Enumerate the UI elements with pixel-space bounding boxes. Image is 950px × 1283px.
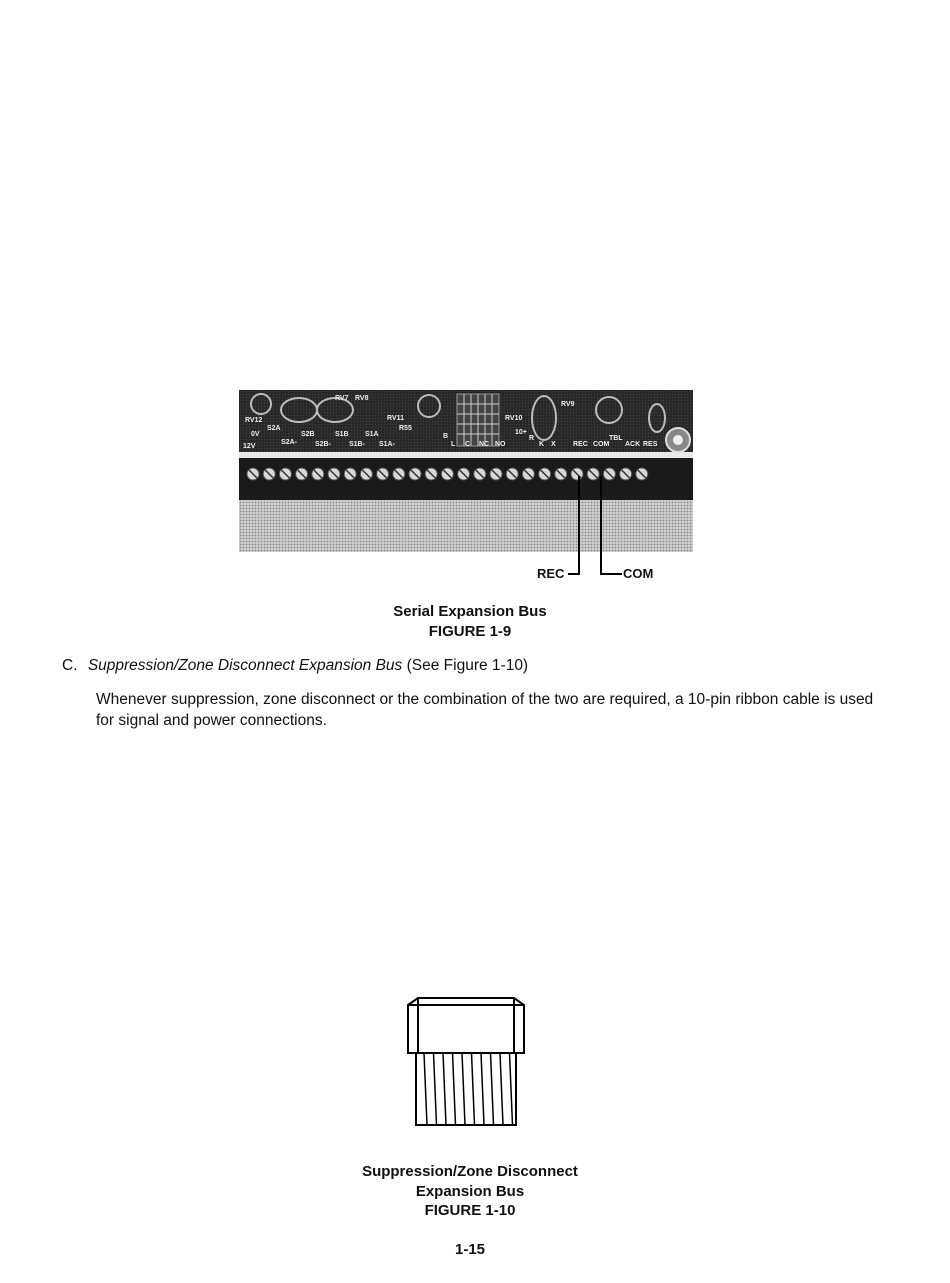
board-label: C (465, 441, 471, 448)
serial-bus-board-photo (239, 390, 693, 552)
board-label: RV7 (335, 395, 349, 402)
figure-1-10-caption-number: FIGURE 1-10 (424, 1202, 516, 1219)
board-label: L (451, 441, 456, 448)
board-label: S2B (301, 431, 315, 438)
figure-1-9-caption-number: FIGURE 1-9 (428, 623, 512, 640)
board-label: RV11 (387, 415, 404, 422)
board-label: S2A- (281, 439, 297, 446)
board-label: S1A (365, 431, 379, 438)
board-label: REC (573, 441, 588, 448)
board-label: K (539, 441, 545, 448)
section-c-body: Whenever suppression, zone disconnect or the combination of the two are required, a 10-pin ribbon cable is used for signal and power connections. (96, 691, 874, 729)
board-label: RES (643, 441, 658, 448)
board-label: 10+ (515, 429, 527, 436)
rec-callout: REC (537, 566, 565, 581)
board-label: NC (479, 441, 490, 448)
board-label: RV12 (245, 417, 263, 424)
board-label: S1B (335, 431, 349, 438)
board-label: B (443, 433, 449, 440)
page-number: 1-15 (454, 1241, 486, 1258)
ribbon-cable-connector-drawing (404, 995, 528, 1127)
board-label: S1B- (349, 441, 365, 448)
board-label: S1A- (379, 441, 395, 448)
figure-1-9-caption-title: Serial Expansion Bus (393, 603, 547, 620)
board-label: X (551, 441, 556, 448)
board-label: RV10 (505, 415, 523, 422)
figure-1-10-caption-line1: Suppression/Zone Disconnect (362, 1163, 578, 1180)
board-label: RV9 (561, 401, 575, 408)
board-label: NO (495, 441, 506, 448)
board-label: TBL (609, 435, 623, 442)
board-label: RV8 (355, 395, 369, 402)
board-label: ACK (625, 441, 641, 448)
board-label: 0V (251, 431, 260, 438)
board-label: COM (593, 441, 610, 448)
board-label: R55 (399, 425, 412, 432)
section-c-title: Suppression/Zone Disconnect Expansion Bus (87, 657, 403, 674)
board-label: R (529, 435, 535, 442)
com-callout: COM (623, 566, 654, 581)
board-label: S2B- (315, 441, 331, 448)
section-letter: C. (62, 657, 78, 674)
figure-1-10-caption-line2: Expansion Bus (415, 1183, 525, 1200)
board-label: 12V (243, 443, 256, 450)
figure-reference: (See Figure 1-10) (406, 657, 529, 674)
section-c-heading (62, 655, 912, 676)
board-label: S2A (267, 425, 281, 432)
